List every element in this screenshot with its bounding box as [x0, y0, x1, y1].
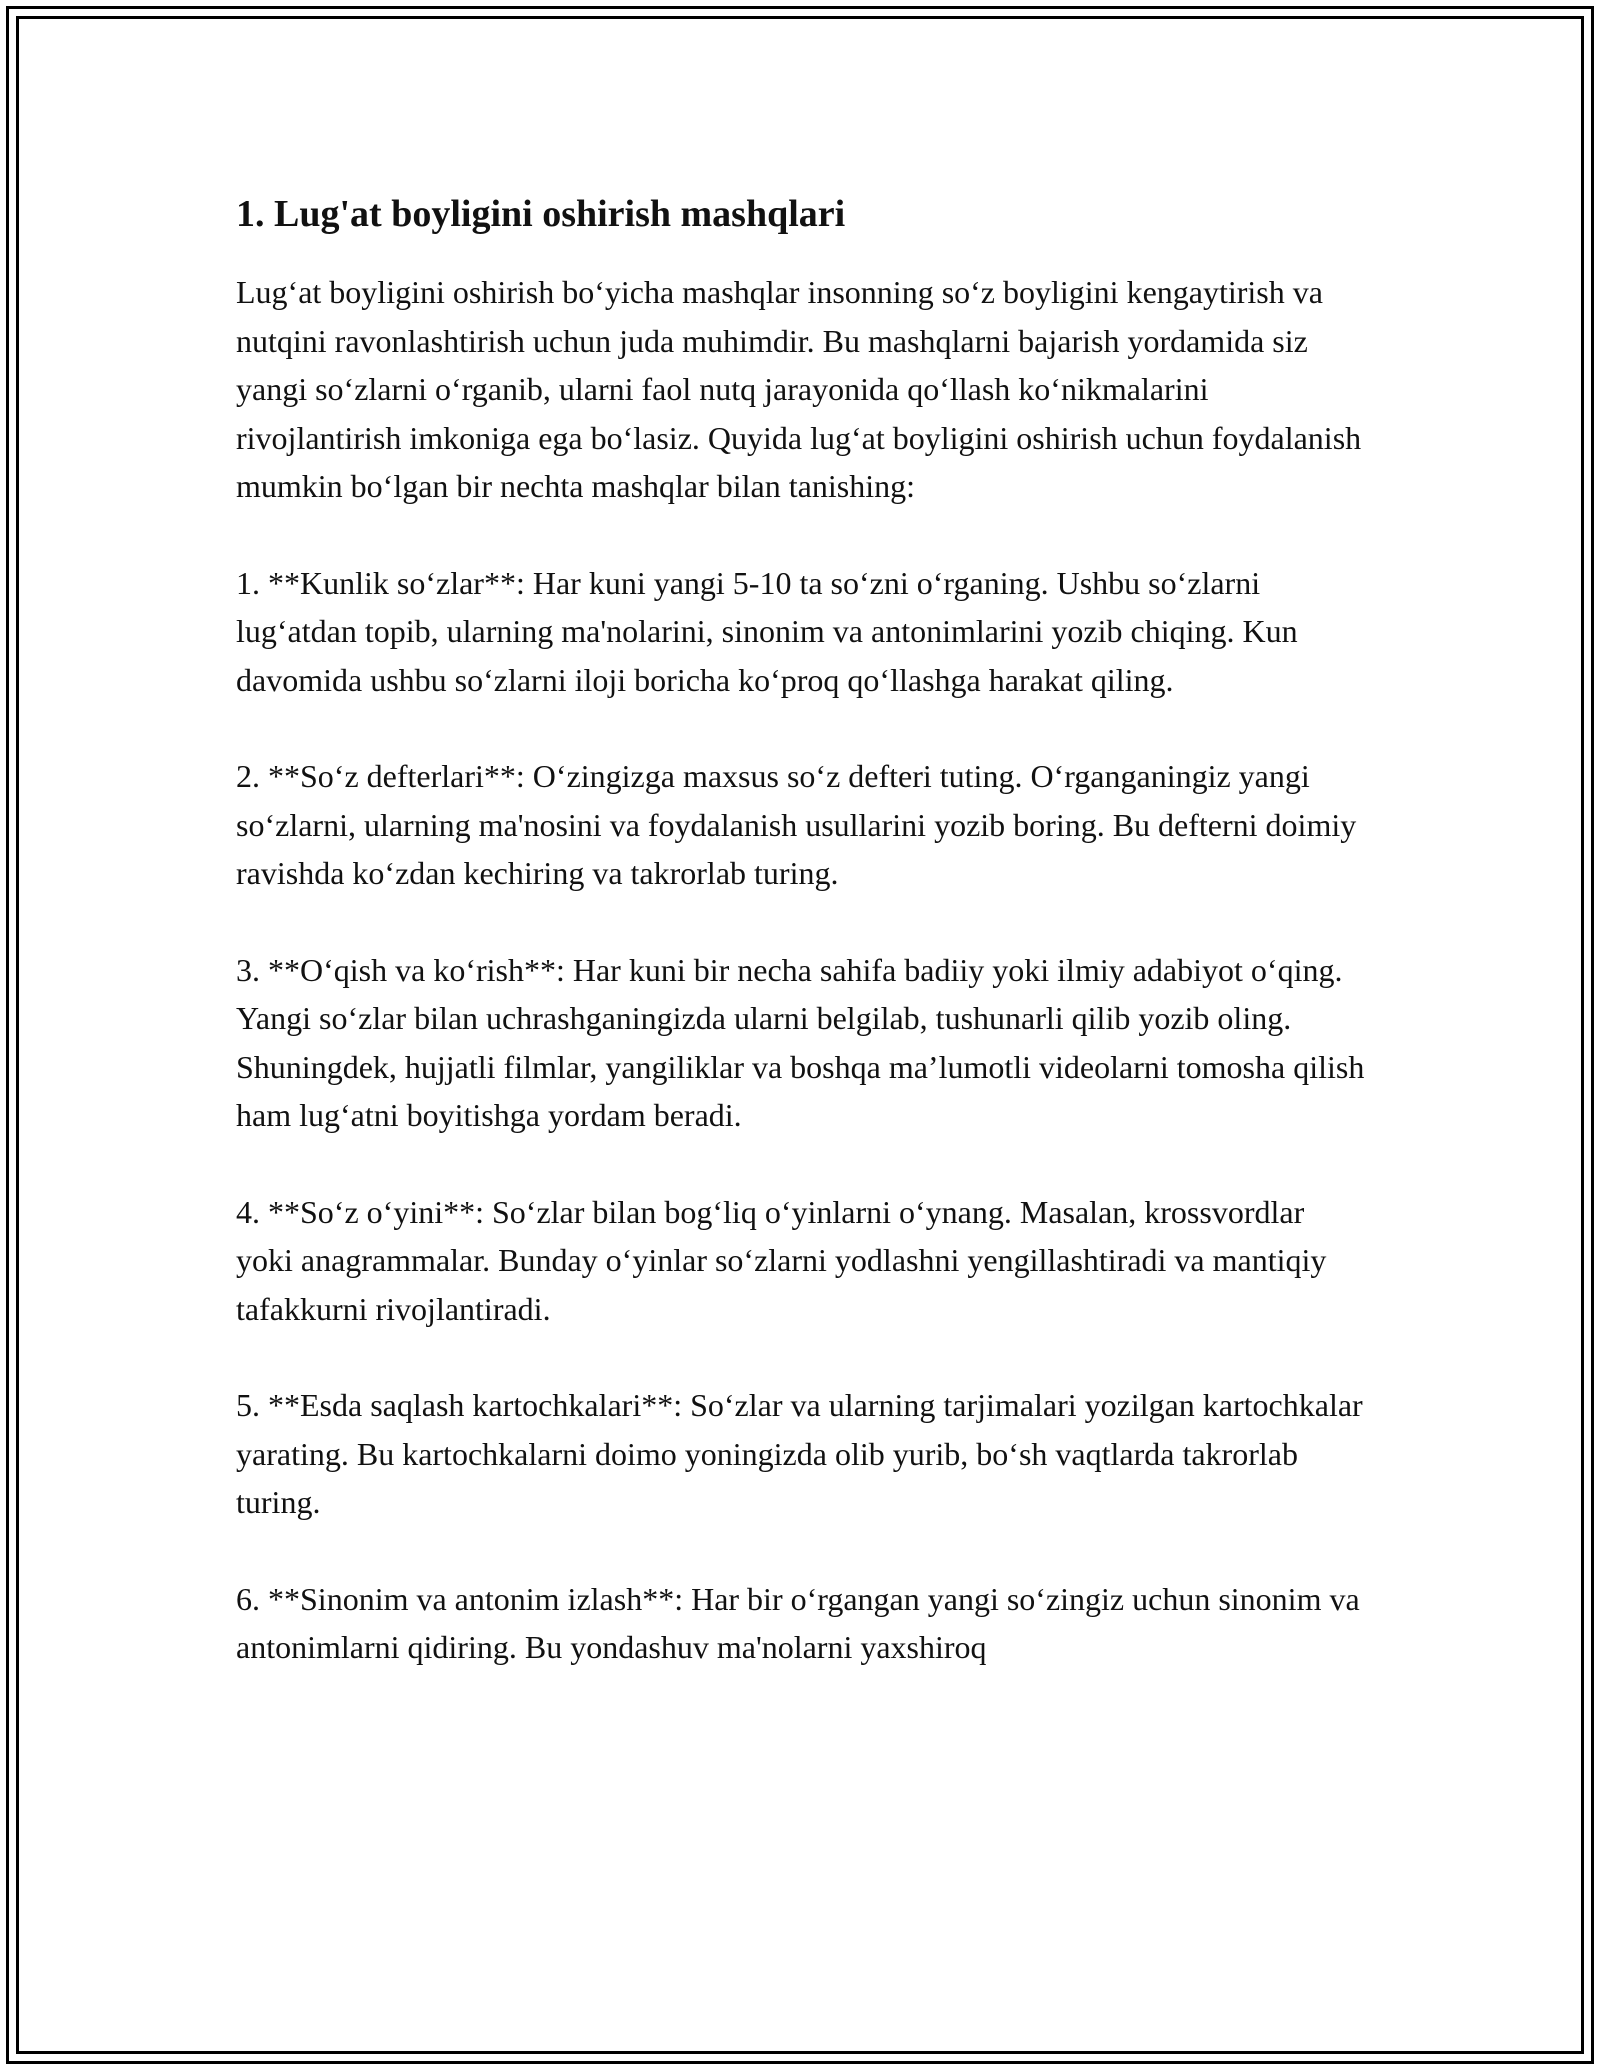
- exercise-item-6: 6. **Sinonim va antonim izlash**: Har bir o‘rgangan yangi so‘zingiz uchun sinonim va antonimlarni qidiring. Bu yondashuv ma'nolarni yaxshiroq: [236, 1580, 1360, 1665]
- exercise-item-5: 5. **Esda saqlash kartochkalari**: So‘zlar va ularning tarjimalari yozilgan kartochkalar yarating. Bu kartochkalarni doimo yoningizda olib yurib, bo‘sh vaqtlarda takrorlab turing.: [236, 1387, 1363, 1520]
- exercise-item-2: 2. **So‘z defterlari**: O‘zingizga maxsus so‘z defteri tuting. O‘rganganingiz yangi so‘zlarni, ularning ma'nosini va foydalanish usullarini yozib boring. Bu defterni doimiy ravishda ko‘zdan kechiring va takrorlab turing.: [236, 758, 1357, 891]
- exercise-item-1: 1. **Kunlik so‘zlar**: Har kuni yangi 5-10 ta so‘zni o‘rganing. Ushbu so‘zlarni lug‘atdan topib, ularning ma'nolarini, sinonim va antonimlarini yozib chiqing. Kun davomida ushbu so‘zlarni iloji boricha ko‘proq qo‘llashga harakat qiling.: [236, 564, 1298, 698]
- exercise-item-3: 3. **O‘qish va ko‘rish**: Har kuni bir necha sahifa badiiy yoki ilmiy adabiyot o‘qing. Yangi so‘zlar bilan uchrashganingizda ularni belgilab, tushunarli qilib yozib oling. Shuningdek, hujjatli filmlar, yangiliklar va boshqa ma’lumotli videolarni tomosha qilish ham lug‘atni boyitishga yordam beradi.: [236, 951, 1365, 1133]
- exercise-item-4: 4. **So‘z o‘yini**: So‘zlar bilan bog‘liq o‘yinlarni o‘ynang. Masalan, krossvordlar yoki anagrammalar. Bunday o‘yinlar so‘zlarni yodlashni yengillashtiradi va mantiqiy tafakkurni rivojlantiradi.: [236, 1193, 1327, 1327]
- intro-paragraph: Lug‘at boyligini oshirish bo‘yicha mashqlar insonning so‘z boyligini kengaytirish va nutqini ravonlashtirish uchun juda muhimdir. Bu mashqlarni bajarish yordamida siz yangi so‘zlarni o‘rganib, ularni faol nutq jarayonida qo‘llash ko‘nikmalarini rivojlantirish imkoniga ega bo‘lasiz. Quyida lug‘at boyligini oshirish uchun foydalanish mumkin bo‘lgan bir nechta mashqlar bilan tanishing:: [236, 274, 1362, 504]
- section-heading: 1. Lug'at boyligini oshirish mashqlari: [236, 193, 846, 235]
- document-body: [236, 186, 1366, 1720]
